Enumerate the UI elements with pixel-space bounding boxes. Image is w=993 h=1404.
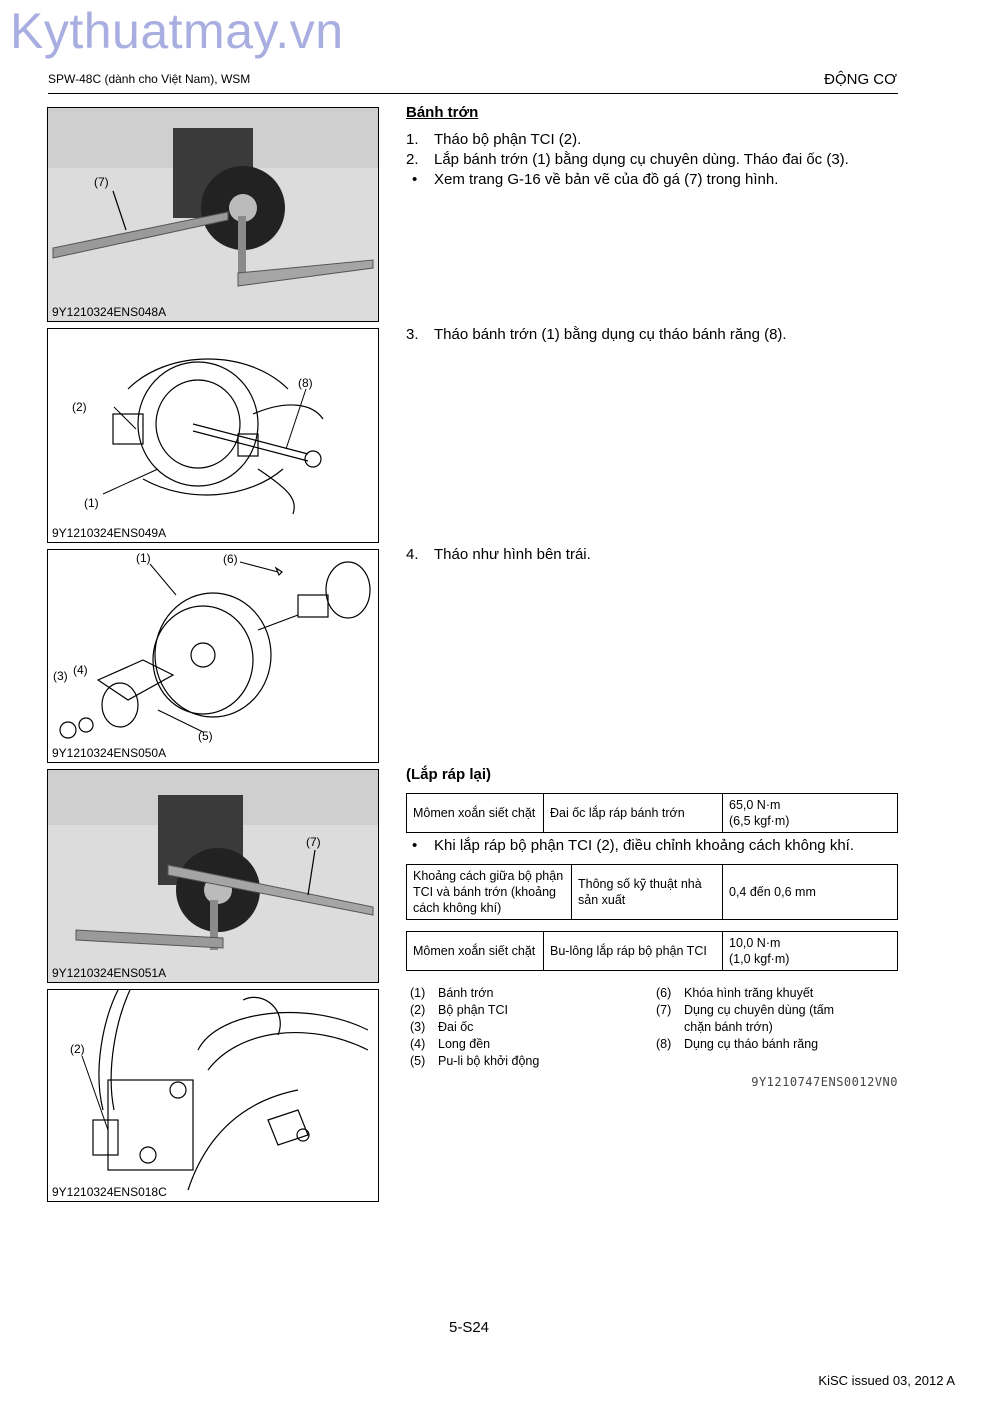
step-1-text: Tháo bộ phận TCI (2). — [434, 131, 582, 148]
step-3-text: Tháo bánh trớn (1) bằng dụng cụ tháo bánh răng (8). — [434, 326, 787, 343]
spec-3-label: Mômen xoắn siết chặt — [407, 932, 544, 971]
legend-number: (8) — [656, 1037, 672, 1051]
section-title-reassembly: (Lắp ráp lại) — [406, 766, 492, 783]
legend-text: Khóa hình trăng khuyết — [684, 986, 814, 1000]
legend-item — [410, 1019, 539, 1036]
section-title-flywheel: Bánh trớn — [406, 104, 479, 121]
figure-drawing-gear-puller — [47, 328, 379, 543]
page-number: 5-S24 — [449, 1319, 490, 1336]
step-2 — [406, 150, 849, 170]
figure-3-label-6: (6) — [223, 552, 238, 566]
legend-number: (1) — [410, 986, 426, 1000]
figure-2-label-8: (8) — [298, 376, 313, 390]
figure-1-label-7: (7) — [94, 175, 109, 189]
spec-1-value — [723, 794, 898, 833]
bullet-dot: • — [412, 837, 418, 854]
parts-legend-right — [656, 985, 864, 1053]
step-4-text: Tháo như hình bên trái. — [434, 546, 591, 563]
spec-3-value — [723, 932, 898, 971]
step-1-number: 1. — [406, 131, 419, 148]
figure-photo-reassembly-tool — [47, 769, 379, 983]
figure-3-label-3: (3) — [53, 669, 68, 683]
figure-1-code: 9Y1210324ENS048A — [52, 305, 167, 319]
spec-1-item: Đai ốc lắp ráp bánh trớn — [544, 794, 723, 833]
note-bullet-1-text: Xem trang G-16 về bản vẽ của đồ gá (7) trong hình. — [434, 171, 779, 188]
figure-3-code: 9Y1210324ENS050A — [52, 746, 167, 760]
legend-item — [656, 985, 864, 1002]
legend-item — [656, 1002, 864, 1036]
figure-2-code: 9Y1210324ENS049A — [52, 526, 167, 540]
step-4 — [406, 545, 591, 565]
spec-3-value-kgf: (1,0 kgf·m) — [729, 952, 790, 966]
spec-1-value-kgf: (6,5 kgf·m) — [729, 814, 790, 828]
figure-2-drawing — [48, 329, 378, 542]
spec-1-label: Mômen xoắn siết chặt — [407, 794, 544, 833]
legend-text: Long đền — [438, 1037, 491, 1051]
step-2-text: Lắp bánh trớn (1) bằng dụng cụ chuyên dùng. Tháo đai ốc (3). — [434, 151, 849, 168]
figure-5-drawing — [48, 990, 378, 1201]
step-4-number: 4. — [406, 546, 419, 563]
spec-2-label: Khoảng cách giữa bộ phận TCI và bánh trớn (khoảng cách không khí) — [407, 865, 572, 920]
legend-text: Bánh trớn — [438, 986, 494, 1000]
step-1 — [406, 130, 581, 150]
legend-text: Đai ốc — [438, 1020, 474, 1034]
figure-3-drawing — [48, 550, 378, 762]
figure-photo-flywheel-tool — [47, 107, 379, 322]
legend-text: Dụng cụ tháo bánh răng — [684, 1037, 819, 1051]
spec-2-value: 0,4 đến 0,6 mm — [723, 865, 898, 920]
note-bullet-1 — [412, 170, 778, 190]
legend-item — [410, 1002, 539, 1019]
watermark: Kythuatmay.vn — [10, 3, 344, 59]
figure-5-code: 9Y1210324ENS018C — [52, 1185, 167, 1199]
legend-text: Dụng cụ chuyên dùng (tấm chặn bánh trớn) — [684, 1003, 835, 1034]
step-3 — [406, 325, 787, 345]
legend-item — [656, 1036, 864, 1053]
spec-3-item: Bu-lông lắp ráp bộ phận TCI — [544, 932, 723, 971]
parts-legend-left — [410, 985, 539, 1070]
figure-4-code: 9Y1210324ENS051A — [52, 966, 167, 980]
step-3-number: 3. — [406, 326, 419, 343]
document-code: 9Y1210747ENS0012VN0 — [751, 1075, 898, 1089]
figure-3-label-5: (5) — [198, 729, 213, 743]
step-2-number: 2. — [406, 151, 419, 168]
header-chapter-title: ĐỘNG CƠ — [824, 71, 897, 88]
legend-number: (6) — [656, 986, 672, 1000]
legend-number: (7) — [656, 1003, 672, 1017]
figure-4-label-7: (7) — [306, 835, 321, 849]
legend-item — [410, 985, 539, 1002]
note-bullet-2 — [412, 836, 854, 856]
figure-4-drawing — [48, 770, 378, 982]
legend-text: Pu-li bộ khởi động — [438, 1054, 540, 1068]
legend-text: Bộ phận TCI — [438, 1003, 508, 1017]
figure-3-label-1: (1) — [136, 551, 151, 565]
legend-item — [410, 1053, 539, 1070]
bullet-dot: • — [412, 171, 418, 188]
figure-5-label-2: (2) — [70, 1042, 85, 1056]
figure-3-label-4: (4) — [73, 663, 88, 677]
spec-3-value-nm: 10,0 N·m — [729, 936, 781, 950]
figure-drawing-exploded-flywheel — [47, 549, 379, 763]
figure-2-label-1: (1) — [84, 496, 99, 510]
spec-1-value-nm: 65,0 N·m — [729, 798, 781, 812]
legend-number: (3) — [410, 1020, 426, 1034]
header-rule — [48, 93, 898, 94]
legend-number: (5) — [410, 1054, 426, 1068]
header-manual-title: SPW-48C (dành cho Việt Nam), WSM — [48, 72, 251, 86]
spec-table-tci-torque — [406, 931, 898, 971]
figure-1-drawing — [48, 108, 378, 321]
figure-drawing-tci-unit — [47, 989, 379, 1202]
spec-table-flywheel-torque — [406, 793, 898, 833]
figure-2-label-2: (2) — [72, 400, 87, 414]
spec-table-air-gap — [406, 864, 898, 920]
note-bullet-2-text: Khi lắp ráp bộ phận TCI (2), điều chỉnh khoảng cách không khí. — [434, 837, 854, 854]
legend-number: (2) — [410, 1003, 426, 1017]
legend-item — [410, 1036, 539, 1053]
legend-number: (4) — [410, 1037, 426, 1051]
spec-2-item: Thông số kỹ thuật nhà sản xuất — [572, 865, 723, 920]
issue-info: KiSC issued 03, 2012 A — [818, 1373, 955, 1388]
